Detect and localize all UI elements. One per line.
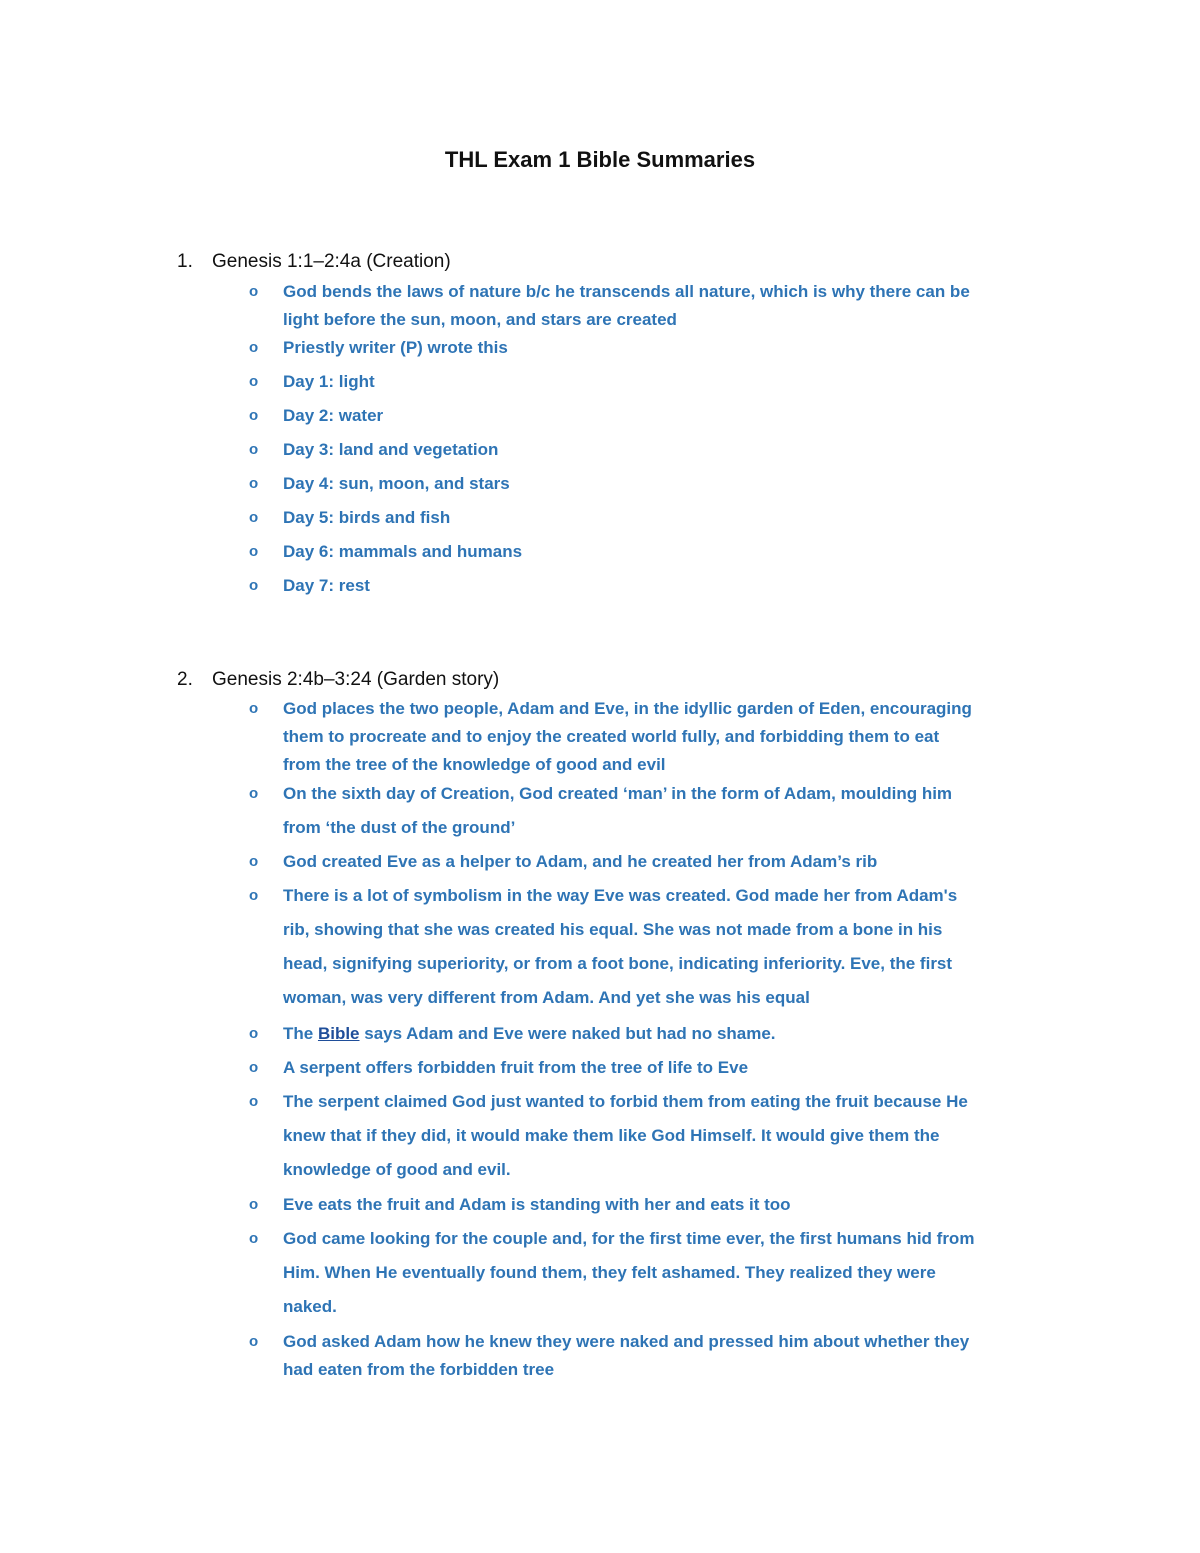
bullet-text: Day 1: light xyxy=(283,372,375,391)
bullet-text: Day 5: birds and fish xyxy=(283,508,451,527)
bullet-marker: o xyxy=(249,853,259,870)
bullet-text: The serpent claimed God just wanted to forbid them from eating the fruit because He knew that if they did, it would make them like God Himself. It would give them the knowledge of good and evil. xyxy=(283,1092,968,1179)
bullet-text: Day 3: land and vegetation xyxy=(283,440,499,459)
bullet-text: On the sixth day of Creation, God created ‘man’ in the form of Adam, moulding him from ‘the dust of the ground’ xyxy=(283,784,953,837)
section-title: Genesis 1:1–2:4a (Creation) xyxy=(212,251,451,272)
bullet-text: God asked Adam how he knew they were naked and pressed him about whether they had eaten from the forbidden tree xyxy=(283,1332,970,1379)
section-number: 2. xyxy=(177,669,193,690)
bullet-marker: o xyxy=(249,1093,259,1110)
bullet-marker: o xyxy=(249,785,259,802)
bullet-marker: o xyxy=(249,283,259,300)
bullet-text xyxy=(283,1020,1063,1048)
bullet-text: Priestly writer (P) wrote this xyxy=(283,338,508,357)
bullet-text: Eve eats the fruit and Adam is standing with her and eats it too xyxy=(283,1195,791,1214)
bullet-marker: o xyxy=(249,475,259,492)
document-title: THL Exam 1 Bible Summaries xyxy=(444,147,756,172)
bullet-marker: o xyxy=(249,1333,259,1350)
section-heading xyxy=(177,666,499,694)
bible-link[interactable]: Bible xyxy=(317,1024,360,1043)
bullet-text: Day 4: sun, moon, and stars xyxy=(283,474,510,493)
bullet-marker: o xyxy=(249,1196,259,1213)
bullet-marker: o xyxy=(249,373,259,390)
bullet-text-prefix: The xyxy=(283,1024,318,1043)
bullet-marker: o xyxy=(249,577,259,594)
section-title: Genesis 2:4b–3:24 (Garden story) xyxy=(212,669,500,690)
bullet-marker: o xyxy=(249,543,259,560)
bullet-text-suffix: says Adam and Eve were naked but had no shame. xyxy=(359,1024,776,1043)
bullet-text: There is a lot of symbolism in the way Eve was created. God made her from Adam's rib, showing that she was created his equal. She was not made from a bone in his head, signifying superiority, or from a foot bone, indicating inferiority. Eve, the first woman, was very different from Adam. And yet she was his equal xyxy=(283,886,958,1007)
section-number: 1. xyxy=(177,251,193,272)
section-heading xyxy=(177,248,451,276)
bullet-marker: o xyxy=(249,1230,259,1247)
bullet-marker: o xyxy=(249,339,259,356)
bullet-marker: o xyxy=(249,441,259,458)
bullet-text: God bends the laws of nature b/c he transcends all nature, which is why there can be light before the sun, moon, and stars are created xyxy=(283,282,970,329)
bullet-text: God came looking for the couple and, for the first time ever, the first humans hid from Him. When He eventually found them, they felt ashamed. They realized they were naked. xyxy=(283,1229,975,1316)
bullet-marker: o xyxy=(249,700,259,717)
bullet-text: God created Eve as a helper to Adam, and he created her from Adam’s rib xyxy=(283,852,878,871)
bullet-text: A serpent offers forbidden fruit from the tree of life to Eve xyxy=(283,1058,749,1077)
bullet-text: God places the two people, Adam and Eve, in the idyllic garden of Eden, encouraging them to procreate and to enjoy the created world fully, and forbidding them to eat from the tree of the knowledge of good and evil xyxy=(283,699,972,774)
bullet-marker: o xyxy=(249,509,259,526)
bullet-marker: o xyxy=(249,887,259,904)
bullet-text: Day 6: mammals and humans xyxy=(283,542,523,561)
bullet-text: Day 2: water xyxy=(283,406,384,425)
bullet-marker: o xyxy=(249,407,259,424)
bullet-marker: o xyxy=(249,1059,259,1076)
bullet-marker: o xyxy=(249,1025,259,1042)
bullet-text: Day 7: rest xyxy=(283,576,370,595)
